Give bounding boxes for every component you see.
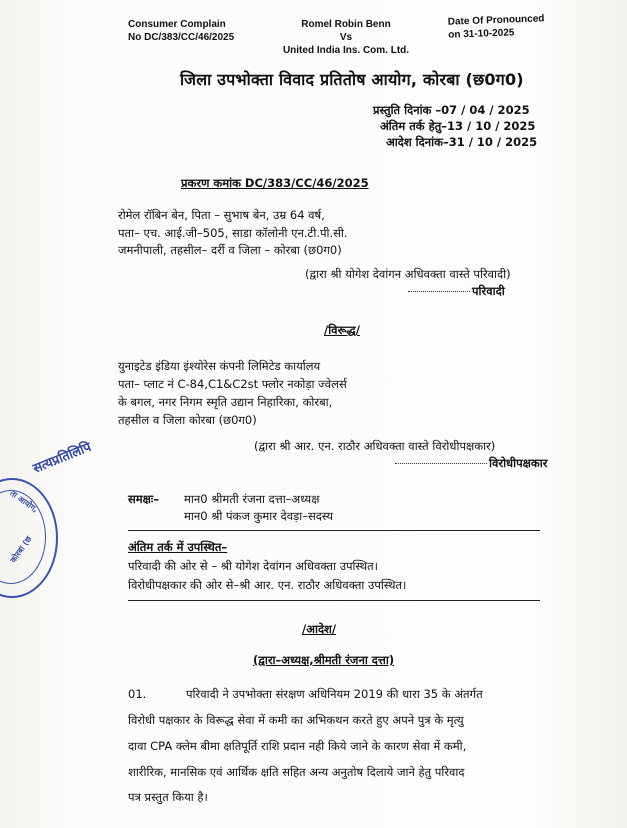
opposite-party-line-1: युनाइटेड इंडिया इंश्योरेस कंपनी लिमिटेड कार्यालय [118, 359, 321, 373]
bench-member-1: मान0 श्रीमती रंजना दत्ता–अध्यक्ष [184, 492, 320, 506]
presence-heading: अंतिम तर्क में उपस्थित– [128, 540, 228, 554]
filed-date: प्रस्तुति दिनांक –07 / 04 / 2025 [373, 103, 530, 117]
order-line-4: शारीरिक, मानसिक एवं आर्थिक क्षति सहित अन्य अनुतोष दिलाये जाने हेतु परिवाद [128, 765, 465, 779]
official-seal [0, 478, 58, 598]
pronounced-label: Date Of Pronounced [447, 13, 545, 28]
certified-copy-stamp: सत्यप्रतिलिपि [31, 439, 94, 477]
case-number: प्रकरण कमांक DC/383/CC/46/2025 [181, 176, 369, 190]
bench-label: समक्षः– [128, 492, 159, 506]
complaint-number: No DC/383/CC/46/2025 [128, 32, 235, 43]
opposite-party-line-4: तहसील व जिला कोरबा (छ0ग0) [118, 413, 257, 427]
dotted-leader [408, 291, 470, 292]
opposite-party-role [395, 455, 547, 471]
opposite-party-line-2: पता– प्लाट नं C-84,C1&C2st फ्लोर नकोड़ा ज्वेलर्स [118, 377, 347, 391]
bench-member-2: मान0 श्री पंकज कुमार देवड़ा–सदस्य [184, 509, 333, 523]
order-line-1: परिवादी ने उपभोक्ता संरक्षण अधिनियम 2019 की धारा 35 के अंतर्गत [186, 687, 483, 701]
final-argument-date: अंतिम तर्क हेतु–13 / 10 / 2025 [380, 119, 536, 133]
seal-text-top: ता आयोग, [8, 488, 40, 515]
header-right [448, 12, 546, 41]
header-center [276, 18, 416, 57]
complainant-name: Romel Robin Benn [301, 19, 391, 30]
versus-text: Vs [339, 32, 353, 43]
header-left [128, 18, 234, 44]
complainant-line-1: रोमेल रॉबिन बेन, पिता – सुभाष बेन, उम्र 64 वर्ष, [118, 208, 325, 222]
order-line-5: पत्र प्रस्तुत किया है। [128, 790, 208, 804]
opposite-party-advocate: (द्वारा श्री आर. एन. राठौर अधिवक्ता वास्ते विरोधीपक्षकार) [254, 439, 496, 453]
commission-title: जिला उपभोक्ता विवाद प्रतितोष आयोग, कोरबा (छ0ग0) [180, 70, 524, 89]
complaint-label: Consumer Complain [128, 19, 226, 30]
versus-heading: /विरूद्ध/ [324, 323, 360, 337]
seal-text-side: कोरबा (छ [8, 534, 34, 565]
divider-2 [128, 600, 540, 601]
complainant-advocate: (द्वारा श्री योगेश देवांगन अधिवक्ता वास्ते परिवादी) [305, 267, 511, 281]
opposite-party-line-3: के बगल, नगर निगम स्मृति उद्यान निहारिका, कोरबा, [118, 395, 333, 409]
order-line-2: विरोधी पक्षकार के विरूद्ध सेवा में कमी का अभिकथन करते हुए अपने पुत्र के मृत्यु [128, 713, 464, 727]
respondent-name: United India Ins. Com. Ltd. [282, 45, 410, 56]
order-line-3: दावा CPA क्लेम बीमा क्षतिपूर्ति राशि प्रदान नही किये जाने के कारण सेवा में कमी, [128, 739, 467, 753]
pronounced-date: on 31-10-2025 [448, 27, 515, 41]
paragraph-number: 01. [128, 687, 147, 701]
order-date: आदेश दिनांक–31 / 10 / 2025 [386, 135, 538, 149]
complainant-line-2: पता– एच. आई.जी–505, साडा कॉलोनी एन.टी.पी.सी. [118, 226, 348, 240]
order-heading: /आदेश/ [302, 622, 337, 636]
complainant-line-3: जमनीपाली, तहसील– दर्री व जिला – कोरबा (छ0ग0) [118, 243, 342, 257]
presence-complainant: परिवादी की ओर से – श्री योगेश देवांगन अधिवक्ता उपस्थित। [128, 559, 379, 573]
opposite-party-role-label: विरोधीपक्षकार [489, 456, 548, 470]
complainant-role-label: परिवादी [472, 284, 505, 298]
complainant-role [408, 283, 505, 299]
order-author: (द्वारा–अध्यक्ष,श्रीमती रंजना दत्ता) [253, 653, 395, 667]
presence-opposite-party: विरोधीपक्षकार की ओर से–श्री आर. एन. राठौर अधिवक्ता उपस्थित। [128, 578, 407, 592]
divider-1 [128, 530, 540, 531]
dotted-leader [395, 463, 487, 464]
